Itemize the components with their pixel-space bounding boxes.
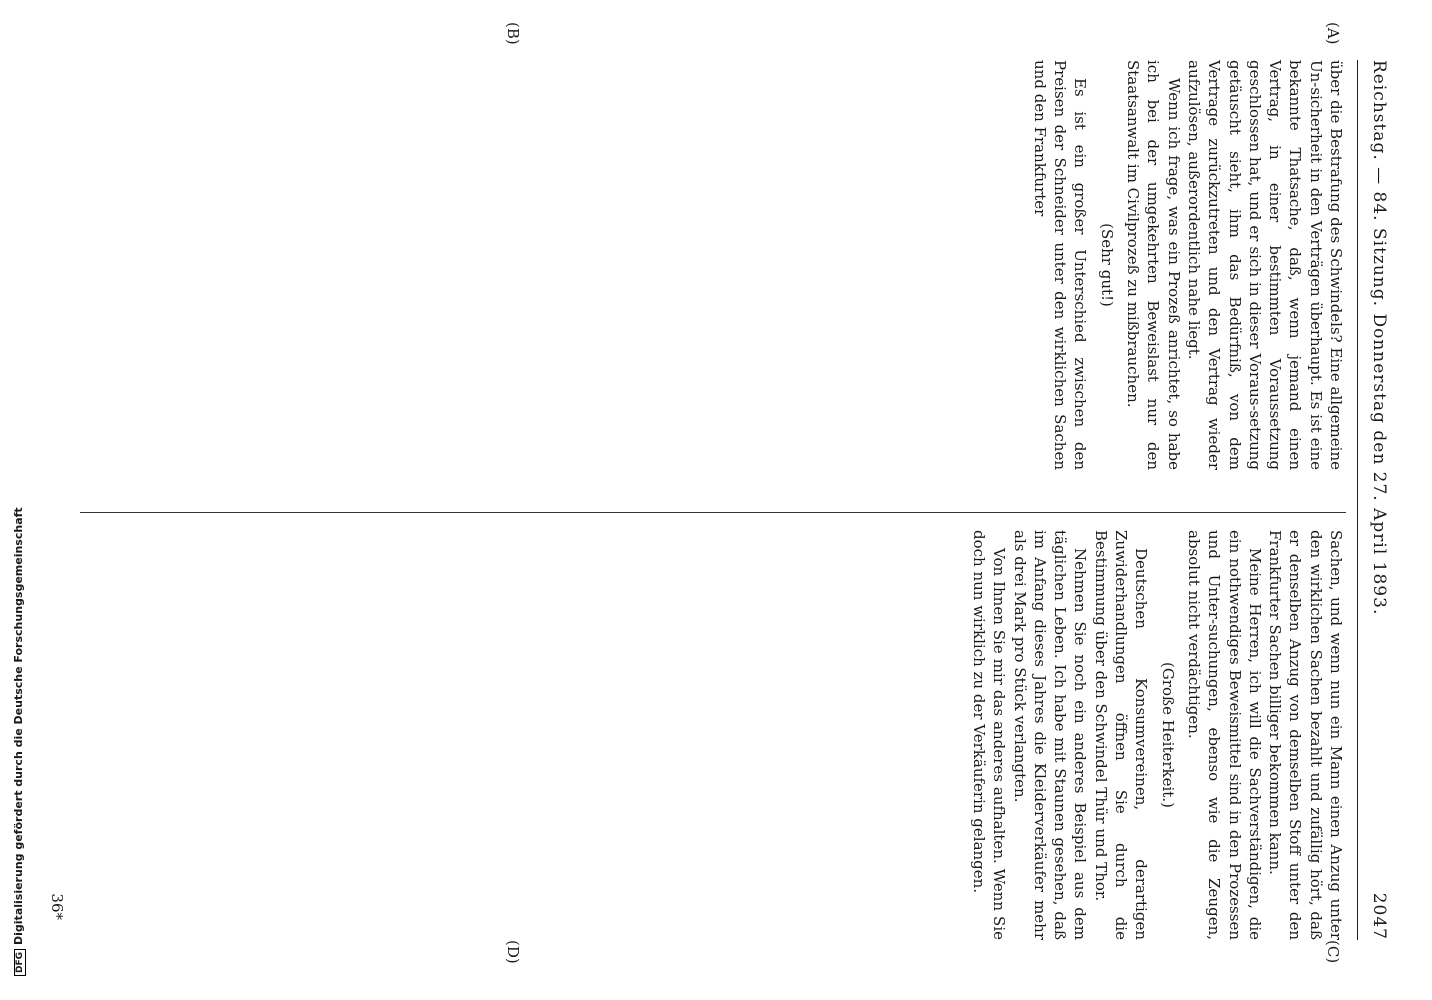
header-title: Reichstag. — 84. Sitzung. Donnerstag den 27. April 1893. <box>1369 60 1389 616</box>
paragraph: Meine Herren, ich will die Sachverständigen, die ein nothwendiges Beweismittel sind in den Prozessen und Unter-suchungen, ebenso wie die Zeugen, absolut nicht verdächtigen. <box>1184 530 1264 940</box>
page-number: 2047 <box>1369 892 1389 940</box>
credit-strip <box>0 0 25 1000</box>
column-divider <box>80 512 1346 513</box>
interjection: (Große Heiterkeit.) <box>1158 662 1177 808</box>
paragraph: Es ist ein großer Unterschied zwischen den Preisen der Schneider unter den wirklichen Sachen und den Frankfurter <box>1030 60 1090 470</box>
margin-mark-d: (D) <box>504 940 522 964</box>
right-column <box>969 530 1346 940</box>
interjection: (Sehr gut!) <box>1097 223 1116 307</box>
paragraph: Nehmen Sie noch ein anderes Beispiel aus dem täglichen Leben. Ich habe mit Staunen gesehen, daß im Anfang dieses Jahres die Kleiderverkäufer mehr als drei Mark pro Stück verlangten. <box>1010 530 1090 940</box>
signature-mark: 36* <box>48 893 66 920</box>
margin-mark-c: (C) <box>1324 940 1342 964</box>
left-column <box>1030 60 1346 470</box>
dfg-logo: DFG <box>14 949 26 976</box>
paragraph: Von Ihnen Sie mir das anderes aufhalten. Wenn Sie doch nun wirklich zu der Verkäuferin gelangen. <box>969 530 1009 940</box>
paragraph: Deutschen Konsumvereinen, derartigen Zuwiderhandlungen öffnen Sie durch die Bestimmung über den Schwindel Thür und Thor. <box>1091 530 1151 940</box>
page-header <box>1364 60 1394 940</box>
paragraph: Sachen, und wenn nun ein Mann einen Anzug unter den wirklichen Sachen bezahlt und zufällig hört, daß er denselben Anzug von demselben Stoff unter den Frankfurter Sachen billiger bekommen kann. <box>1266 530 1345 940</box>
paragraph: über die Bestrafung des Schwindels? Eine allgemeine Un-sicherheit in den Verträgen überhaupt. Es ist eine bekannte Thatsache, daß, wenn jemand einen Vertrag, in einer bestimmten Voraussetzung geschlossen hat, und er sich in dieser Voraus-setzung getäuscht sieht, ihm das Bedürfniß, von dem Vertrage zurückzutreten und den Vertrag wieder aufzulösen, außerordentlich nahe liegt. <box>1184 60 1345 470</box>
credit-line <box>12 507 26 976</box>
header-rule <box>1357 60 1358 940</box>
margin-mark-b: (B) <box>504 22 522 45</box>
margin-mark-a: (A) <box>1324 22 1342 45</box>
paragraph: Wenn ich frage, was ein Prozeß anrichtet, so habe ich bei der umgekehrten Beweislast nur den Staatsanwalt im Civilprozeß zu mißbrauchen. <box>1124 60 1183 470</box>
credit-text: Digitalisierung gefördert durch die Deutsche Forschungsgemeinschaft <box>12 507 25 945</box>
